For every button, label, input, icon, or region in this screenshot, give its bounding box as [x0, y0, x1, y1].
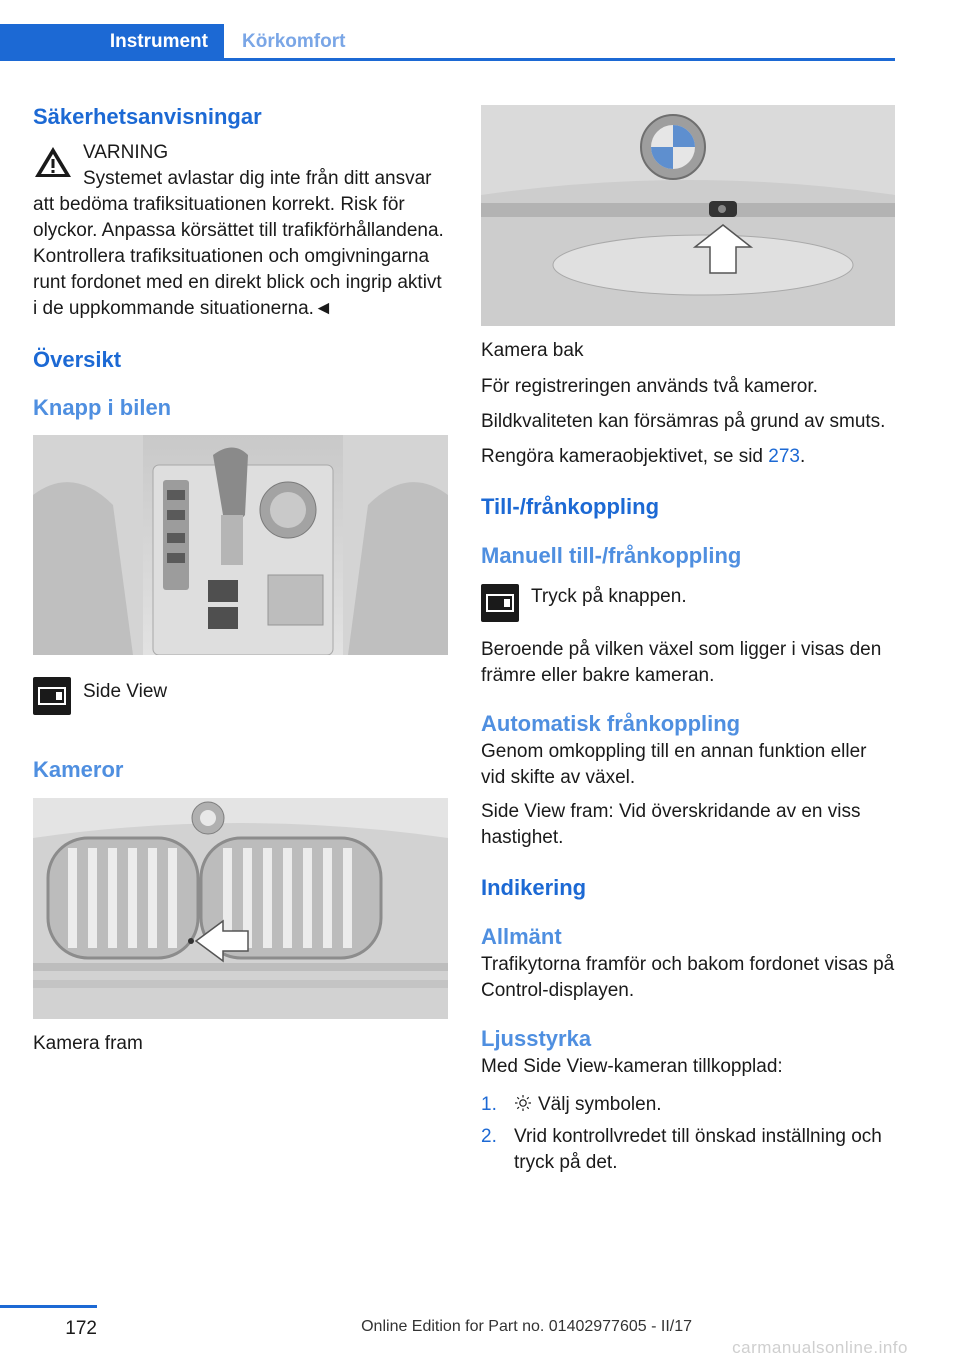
warning-triangle-icon [33, 144, 73, 180]
step-text: Välj symbolen. [538, 1094, 662, 1116]
step-number: 2. [481, 1126, 497, 1148]
side-view-camera-icon [33, 677, 71, 715]
heading-display: Indikering [481, 875, 587, 901]
warning-block [33, 140, 448, 166]
heading-manual-on-off: Manuell till-/frånkoppling [481, 543, 742, 569]
paragraph-general: Trafikytorna framför och bakom fordonet visas på Control-displayen. [481, 953, 895, 1001]
side-view-label: Side View [83, 681, 168, 703]
heading-safety: Säkerhetsanvisningar [33, 104, 262, 129]
tab-instrument[interactable]: Instrument [0, 24, 224, 60]
side-view-camera-icon [481, 584, 519, 622]
tab-korkomfort[interactable]: Körkomfort [242, 31, 346, 52]
step-number: 1. [481, 1094, 497, 1116]
page-number: 172 [65, 1318, 97, 1339]
rear-camera-caption: Kamera bak [481, 340, 584, 361]
side-view-button-row [33, 677, 448, 715]
brightness-steps [481, 1092, 895, 1176]
paragraph-auto-off-1: Genom omkoppling till en annan funktion eller vid skifte av växel. [481, 741, 867, 789]
heading-auto-off: Automatisk frånkoppling [481, 710, 741, 736]
brightness-sun-icon [514, 1094, 532, 1112]
paragraph-brightness: Med Side View-kameran tillkopplad: [481, 1056, 783, 1078]
paragraph-gear-camera: Beroende på vilken växel som ligger i visas den främre eller bakre kameran. [481, 638, 882, 686]
warning-text: Systemet avlastar dig inte från ditt ansvar att bedöma trafiksituationen korrekt. Risk för olyckor. Anpassa körsättet till trafikförhållandena. Kontrollera trafiksituationen och omgivningarna runt fordonet med en direkt blick och ingrip aktivt i de uppkommande situationerna.◄ [33, 168, 444, 320]
heading-on-off: Till-/frånkoppling [481, 494, 660, 519]
clean-lens-suffix: . [799, 446, 806, 467]
page-link-273[interactable]: 273 [768, 446, 800, 467]
left-column [33, 100, 448, 1057]
front-camera-caption: Kamera fram [33, 1032, 143, 1054]
heading-cameras: Kameror [33, 757, 124, 783]
footer-rule [0, 1305, 97, 1308]
header-rule [0, 58, 895, 61]
paragraph-auto-off-2: Side View fram: Vid överskridande av en viss hastighet. [481, 801, 861, 849]
watermark: carmanualsonline.info [732, 1338, 908, 1357]
edition-note: Online Edition for Part no. 01402977605 - II/17 [361, 1318, 692, 1335]
paragraph-two-cameras: För registreringen används två kameror. [481, 376, 818, 397]
right-column [481, 105, 895, 1176]
manual-instruction: Tryck på knappen. [531, 585, 687, 607]
heading-brightness: Ljusstyrka [481, 1025, 592, 1051]
list-item [481, 1124, 895, 1176]
center-console-photo [33, 435, 448, 655]
paragraph-clean-lens [481, 444, 895, 470]
manual-button-row [481, 584, 895, 622]
warning-title: VARNING [83, 142, 169, 164]
heading-button-in-car: Knapp i bilen [33, 394, 172, 420]
rear-camera-photo [481, 105, 895, 326]
list-item [481, 1092, 895, 1118]
paragraph-image-quality: Bildkvaliteten kan försämras på grund av smuts. [481, 411, 886, 432]
front-camera-photo [33, 798, 448, 1019]
clean-lens-text: Rengöra kameraobjektivet, se sid [481, 446, 769, 467]
heading-general: Allmänt [481, 923, 562, 949]
step-text: Vrid kontrollvredet till önskad inställning och tryck på det. [514, 1126, 882, 1174]
top-nav [0, 0, 895, 62]
heading-overview: Översikt [33, 347, 122, 373]
